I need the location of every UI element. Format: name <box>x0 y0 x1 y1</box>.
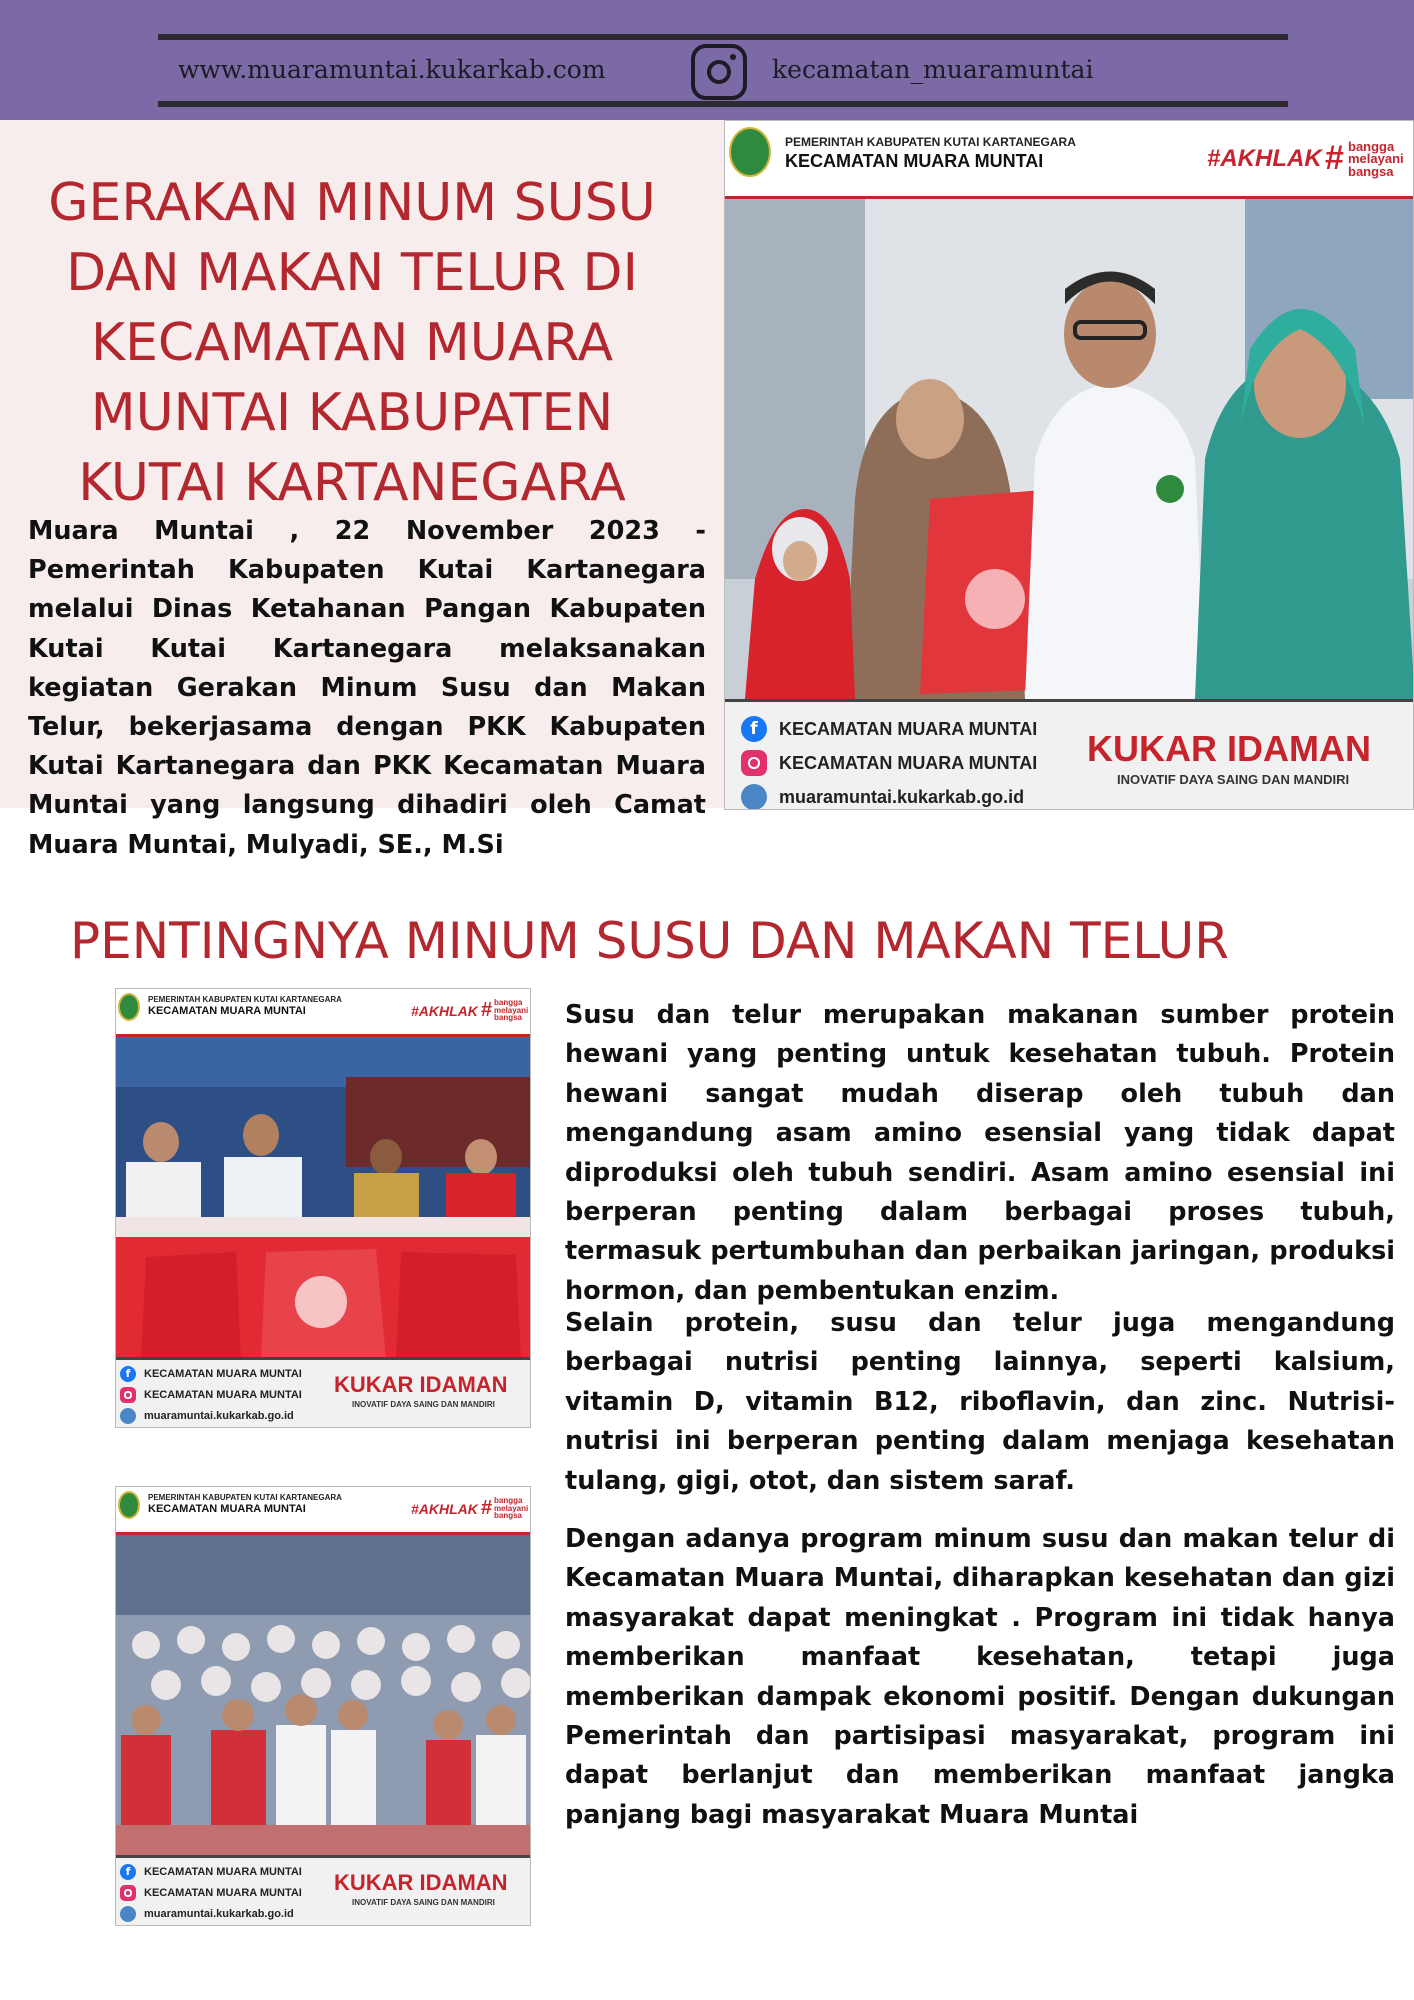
facebook-icon: f <box>741 716 767 742</box>
website-label: muaramuntai.kukarkab.go.id <box>144 1410 294 1422</box>
photo-card-header <box>725 121 1413 199</box>
header-rule-bottom <box>158 101 1288 107</box>
kukar-idaman-brand: KUKAR IDAMAN <box>1087 728 1371 769</box>
header-rule-top <box>158 34 1288 40</box>
globe-icon <box>120 1906 136 1922</box>
instagram-small-icon <box>120 1387 136 1403</box>
bangga-melayani-logo: bangga melayani bangsa <box>494 998 529 1023</box>
globe-icon <box>741 784 767 810</box>
instagram-label: KECAMATAN MUARA MUNTAI <box>144 1887 302 1899</box>
instagram-small-icon <box>741 750 767 776</box>
instagram-handle[interactable]: kecamatan_muaramuntai <box>772 55 1094 84</box>
instagram-small-icon <box>120 1885 136 1901</box>
website-label: muaramuntai.kukarkab.go.id <box>144 1908 294 1920</box>
photo-group-crowd <box>116 1535 531 1857</box>
facebook-row <box>120 1864 302 1880</box>
kukar-idaman-brand: KUKAR IDAMAN <box>334 1372 508 1397</box>
regency-emblem-icon <box>118 993 140 1021</box>
kukar-tagline: INOVATIF DAYA SAING DAN MANDIRI <box>352 1898 495 1907</box>
regency-emblem-icon <box>118 1491 140 1519</box>
facebook-row <box>741 716 1037 742</box>
facebook-label: KECAMATAN MUARA MUNTAI <box>144 1866 302 1878</box>
website-link[interactable]: www.muaramuntai.kukarkab.com <box>178 55 606 84</box>
website-label: muaramuntai.kukarkab.go.id <box>779 786 1025 807</box>
photo-card-header <box>116 989 530 1037</box>
instagram-row <box>120 1387 302 1403</box>
bangga-hash: # <box>1325 139 1344 177</box>
org-line-2: KECAMATAN MUARA MUNTAI <box>785 151 1044 171</box>
instagram-row <box>120 1885 302 1901</box>
kukar-tagline: INOVATIF DAYA SAING DAN MANDIRI <box>1117 772 1350 787</box>
facebook-label: KECAMATAN MUARA MUNTAI <box>144 1368 302 1380</box>
instagram-row <box>741 750 1037 776</box>
org-line-2: KECAMATAN MUARA MUNTAI <box>148 1005 306 1017</box>
photo-card-panel <box>115 988 531 1428</box>
globe-icon <box>120 1408 136 1424</box>
regency-emblem-icon <box>729 127 771 177</box>
akhlak-logo: #AKHLAK <box>411 1501 478 1517</box>
bangga-hash: # <box>481 999 493 1021</box>
photo-card-main <box>724 120 1414 810</box>
akhlak-logo: #AKHLAK <box>1207 145 1322 172</box>
bangga-hash: # <box>481 1497 493 1519</box>
photo-card-footer <box>116 1357 530 1427</box>
instagram-icon <box>691 44 747 100</box>
bangga-melayani-logo: bangga melayani bangsa <box>1348 139 1404 179</box>
facebook-icon: f <box>120 1366 136 1382</box>
website-row <box>741 784 1024 810</box>
kukar-idaman-brand: KUKAR IDAMAN <box>334 1870 508 1895</box>
org-line-1: PEMERINTAH KABUPATEN KUTAI KARTANEGARA <box>148 1493 342 1502</box>
photo-card-footer <box>116 1855 530 1925</box>
website-row <box>120 1906 294 1922</box>
photo-panel-table <box>116 1037 531 1359</box>
instagram-label: KECAMATAN MUARA MUNTAI <box>144 1389 302 1401</box>
article-intro: Muara Muntai , 22 November 2023 - Pemerintah Kabupaten Kutai Kartanegara melalui Dinas Ketahanan Pangan Kabupaten Kutai Kutai Kartanegara melaksanakan kegiatan Gerakan Minum Susu dan Makan Telur, bekerjasama dengan PKK Kabupaten Kutai Kartanegara dan PKK Kecamatan Muara Muntai yang langsung dihadiri oleh Camat Muara Muntai, Mulyadi, SE., M.Si <box>28 516 706 860</box>
body-paragraph-2: Selain protein, susu dan telur juga mengandung berbagai nutrisi penting lainnya, seperti kalsium, vitamin D, vitamin B12, riboflavin, dan zinc. Nutrisi-nutrisi ini berperan penting dalam menjaga kesehatan tulang, gigi, otot, dan sistem saraf. <box>565 1308 1395 1496</box>
photo-card-header <box>116 1487 530 1535</box>
body-paragraph-3: Dengan adanya program minum susu dan makan telur di Kecamatan Muara Muntai, diharapkan kesehatan dan gizi masyarakat dapat meningkat . Program ini tidak hanya memberikan manfaat kesehatan, tetapi juga memberikan dampak ekonomi positif. Dengan dukungan Pemerintah dan partisipasi masyarakat, program ini dapat berlanjut dan memberikan manfaat jangka panjang bagi masyarakat Muara Muntai <box>565 1524 1395 1830</box>
section-title: PENTINGNYA MINUM SUSU DAN MAKAN TELUR <box>70 912 1229 970</box>
akhlak-logo: #AKHLAK <box>411 1003 478 1019</box>
body-paragraph-1: Susu dan telur merupakan makanan sumber protein hewani yang penting untuk kesehatan tubuh. Protein hewani sangat mudah diserap oleh tubuh dan mengandung asam amino esensial yang tidak dapat diproduksi oleh tubuh sendiri. Asam amino esensial ini berperan penting dalam berbagai proses tubuh, termasuk pertumbuhan dan perbaikan jaringan, produksi hormon, dan pembentukan enzim. <box>565 1000 1395 1306</box>
photo-handover <box>725 199 1414 699</box>
photo-card-group <box>115 1486 531 1926</box>
org-line-1: PEMERINTAH KABUPATEN KUTAI KARTANEGARA <box>785 135 1076 149</box>
instagram-label: KECAMATAN MUARA MUNTAI <box>779 752 1038 773</box>
kukar-tagline: INOVATIF DAYA SAING DAN MANDIRI <box>352 1400 495 1409</box>
photo-card-footer <box>725 699 1413 809</box>
org-line-1: PEMERINTAH KABUPATEN KUTAI KARTANEGARA <box>148 995 342 1004</box>
website-row <box>120 1408 294 1424</box>
org-line-2: KECAMATAN MUARA MUNTAI <box>148 1503 306 1515</box>
facebook-icon: f <box>120 1864 136 1880</box>
article-title: GERAKAN MINUM SUSU DAN MAKAN TELUR DI KECAMATAN MUARA MUNTAI KABUPATEN KUTAI KARTANEGARA <box>48 173 656 513</box>
facebook-label: KECAMATAN MUARA MUNTAI <box>779 718 1038 739</box>
bangga-melayani-logo: bangga melayani bangsa <box>494 1496 529 1521</box>
facebook-row <box>120 1366 302 1382</box>
